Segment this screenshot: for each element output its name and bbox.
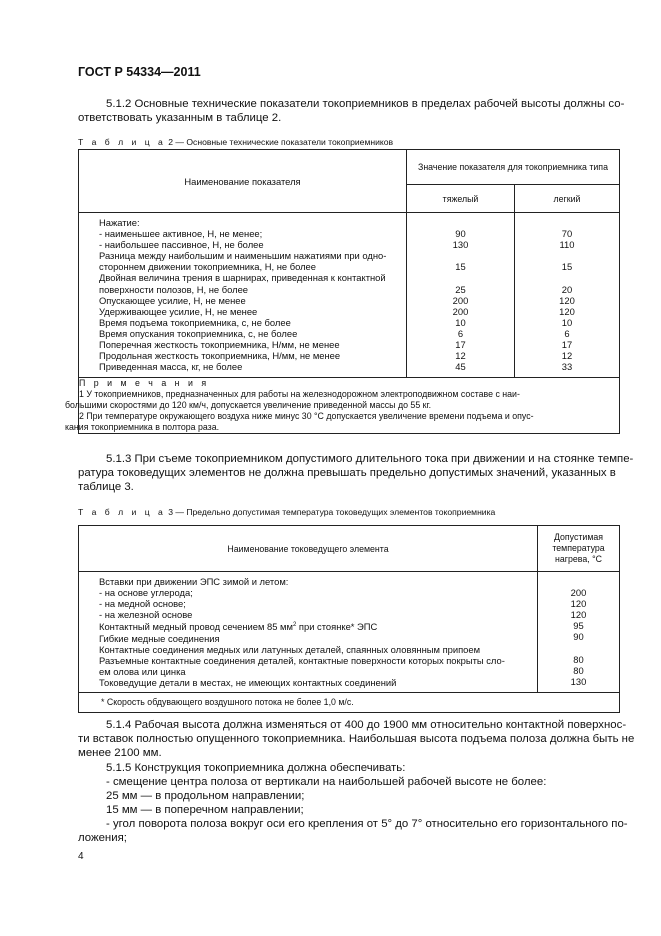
table-cell: Поперечная жесткость токоприемника, Н/мм, не менее <box>99 339 340 351</box>
table-cell: Разница между наибольшим и наименьшим нажатиями при одно- <box>99 250 387 262</box>
table-cell <box>407 250 514 261</box>
table-names-column <box>79 572 538 693</box>
table-cell: Опускающее усилие, Н, не менее <box>99 294 246 306</box>
paragraph-line: 5.1.5 Конструкция токоприемника должна обеспечивать: <box>106 762 406 774</box>
document-header: ГОСТ Р 54334—2011 <box>78 65 201 79</box>
table-cell: Приведенная масса, кг, не более <box>99 361 243 373</box>
table-header-value: Значение показателя для токоприемника типа <box>407 150 620 185</box>
table-cell: 200 <box>452 305 469 317</box>
paragraph-line: 15 мм — в поперечном направлении; <box>106 804 304 816</box>
table-cell: Вставки при движении ЭПС зимой и летом: <box>99 576 289 587</box>
table-cell: 200 <box>452 294 469 306</box>
table-cell: 12 <box>455 350 466 362</box>
table-cell: 120 <box>570 609 587 621</box>
paragraph-line: - смещение центра полоза от вертикали на наибольшей рабочей высоте не более: <box>106 776 547 788</box>
paragraph-line: 5.1.3 При съеме токоприемником допустимого длительного тока при движении и на стоянке темпе- <box>106 453 634 465</box>
table-cell: 17 <box>561 339 573 351</box>
table-temp-column <box>538 572 620 693</box>
table-2 <box>65 149 620 434</box>
wire-sup: 2 <box>292 622 297 629</box>
table-cell: 200 <box>570 587 587 599</box>
paragraph-line: менее 2100 мм. <box>78 747 162 759</box>
table-header-line: Допустимая <box>553 532 604 542</box>
paragraph-line: - угол поворота полоза вокруг оси его крепления от 5° до 7° относительно его горизонтального по- <box>106 818 628 830</box>
note-line: большими скоростями до 120 км/ч, допускается увеличение приведенной массы до 55 кг. <box>65 400 432 411</box>
table-cell: ем олова или цинка <box>99 665 186 677</box>
table-cell: Гибкие медные соединения <box>99 632 220 644</box>
table-cell: Двойная величина трения в шарнирах, приведенная к контактной <box>99 272 386 284</box>
table-cell: Нажатие: <box>99 217 140 228</box>
table-cell <box>407 272 514 283</box>
table-cell: 17 <box>455 339 466 351</box>
table-header-line: нагрева, °С <box>555 554 602 564</box>
table-cell: Разъемные контактные соединения деталей, контактные поверхности которых покрыты сло- <box>99 654 505 666</box>
table-cell <box>538 576 619 587</box>
table-caption-label: Т а б л и ц а <box>78 137 166 147</box>
table-cell: 70 <box>561 228 573 240</box>
note-line: 1 У токоприемников, предназначенных для работы на железнодорожном электроподвижном составе с наи- <box>79 389 520 400</box>
table-cell: Токоведущие детали в местах, не имеющих контактных соединений <box>99 676 397 688</box>
table-cell: Время опускания токоприемника, с, не более <box>99 327 298 339</box>
paragraph-5-1-2 <box>78 97 625 125</box>
table-header-name: Наименование показателя <box>79 150 407 213</box>
table-cell: 10 <box>561 316 573 328</box>
table-cell: 130 <box>452 239 469 251</box>
table-cell: - наибольшее пассивное, Н, не более <box>99 239 264 251</box>
paragraph-line: таблице 3. <box>78 481 134 493</box>
table-cell: 90 <box>455 228 466 240</box>
table-header-light: легкий <box>515 185 620 213</box>
table-cell: 6 <box>564 327 570 339</box>
table-cell <box>538 643 619 654</box>
table-header-temp <box>538 526 620 572</box>
table-cell <box>515 272 619 283</box>
table-cell: 6 <box>457 327 464 339</box>
paragraph-line: 5.1.2 Основные технические показатели токоприемников в пределах рабочей высоты должны со- <box>106 98 625 110</box>
table-cell <box>515 250 619 261</box>
table-names-column <box>79 213 407 378</box>
paragraph-line: ответствовать указанным в таблице 2. <box>78 112 282 124</box>
table-cell: поверхности полозов, Н, не более <box>99 283 249 295</box>
paragraph-line: ратура токоведущих элементов не должна превышать предельно допустимых значений, указанных в <box>78 467 616 479</box>
table-cell: Время подъема токоприемника, с, не более <box>99 316 291 328</box>
table-cell: 130 <box>570 675 587 687</box>
table-cell <box>515 217 619 228</box>
table-cell: 33 <box>561 361 573 373</box>
table-header-line: температура <box>552 543 605 553</box>
note-line: кания токоприемника в полтора раза. <box>65 422 220 433</box>
paragraph-5-1-4 <box>78 718 635 760</box>
table-notes <box>65 378 620 434</box>
notes-title: П р и м е ч а н и я <box>79 378 210 389</box>
table-cell: Продольная жесткость токоприемника, Н/мм, не менее <box>99 350 341 362</box>
table-cell: 120 <box>570 598 587 610</box>
table-cell-wire <box>99 620 535 632</box>
table-cell: 80 <box>573 664 584 676</box>
table-cell <box>407 217 514 228</box>
table-cell: стороннем движении токоприемника, Н, не более <box>99 261 316 273</box>
table3-caption <box>78 507 495 517</box>
table-cell: - наименьшее активное, Н, не менее; <box>99 228 263 240</box>
paragraph-line: ложения; <box>78 832 127 844</box>
table-3 <box>78 525 620 713</box>
table-caption-text: 3 — Предельно допустимая температура токоведущих элементов токоприемника <box>168 507 496 517</box>
table-cell: 95 <box>573 620 584 632</box>
table-cell: Удерживающее усилие, Н, не менее <box>99 305 258 317</box>
table-cell: 12 <box>561 350 573 362</box>
table-cell: 90 <box>573 631 584 643</box>
paragraph-line: ти вставок полностью опущенного токоприемника. Наибольшая высота подъема полоза должна быть не <box>78 733 635 745</box>
table-cell: 110 <box>559 239 575 251</box>
table-cell: 25 <box>455 283 466 295</box>
table2-caption <box>78 137 393 147</box>
table-caption-text: 2 — Основные технические показатели токоприемников <box>168 137 394 147</box>
table-cell: 15 <box>455 261 466 273</box>
table-cell: 120 <box>559 294 575 306</box>
table-cell: 80 <box>573 653 584 665</box>
paragraph-line: 25 мм — в продольном направлении; <box>106 790 305 802</box>
table-cell: - на медной основе; <box>99 598 186 610</box>
paragraph-5-1-5 <box>78 761 628 845</box>
wire-tail: при стоянке* ЭПС <box>296 621 378 633</box>
table-cell: - на железной основе <box>99 609 193 621</box>
table-cell: 45 <box>455 361 466 373</box>
wire-text: Контактный медный провод сечением 85 мм <box>99 621 293 633</box>
table-light-column <box>515 213 620 378</box>
table-header-name: Наименование токоведущего элемента <box>79 526 538 572</box>
table-cell: 20 <box>561 283 573 295</box>
paragraph-5-1-3 <box>78 452 634 494</box>
table-footnote: * Скорость обдувающего воздушного потока не более 1,0 м/с. <box>79 693 620 713</box>
table-heavy-column <box>407 213 515 378</box>
table-cell: 15 <box>561 261 573 273</box>
table-cell: 10 <box>455 316 466 328</box>
page-number: 4 <box>78 851 84 862</box>
table-cell: Контактные соединения медных или латунных деталей, спаянных оловянным припоем <box>99 643 481 655</box>
table-cell: - на основе углерода; <box>99 587 193 599</box>
table-caption-label: Т а б л и ц а <box>78 507 166 517</box>
note-line: 2 При температуре окружающего воздуха ниже минус 30 °С допускается увеличение времени подъема и опус- <box>79 411 534 422</box>
table-cell: 120 <box>559 305 575 317</box>
paragraph-line: 5.1.4 Рабочая высота должна изменяться от 400 до 1900 мм относительно контактной поверхнос- <box>106 719 627 731</box>
table-header-heavy: тяжелый <box>407 185 515 213</box>
